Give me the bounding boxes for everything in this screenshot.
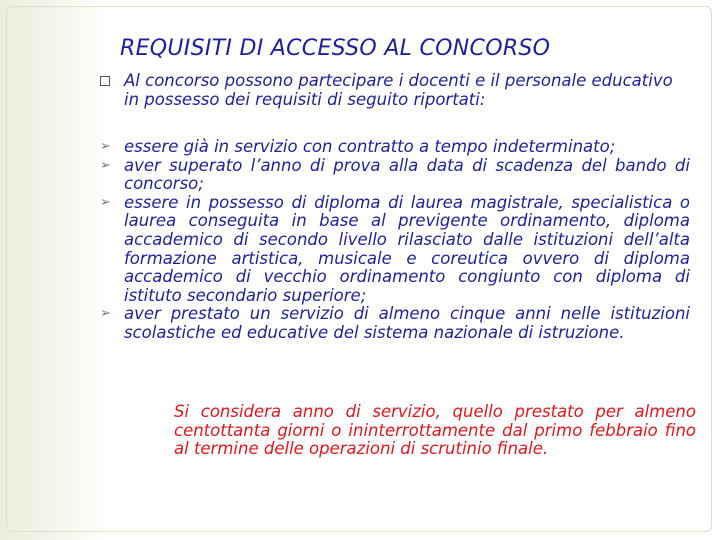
arrow-bullet-icon: ➢	[100, 157, 111, 173]
note-text: Si considera anno di servizio, quello prestato per almeno centottanta giorni o ininterrottamente dal primo febbraio fino al termine delle operazioni di scrutinio finale.	[174, 402, 696, 459]
list-item	[100, 192, 690, 306]
list-item	[100, 137, 690, 157]
requirement-text: essere in possesso di diploma di laurea magistrale, specialistica o laurea conseguita in base al previgente ordinamento, diploma accademico di secondo livello rilasciato dalle istituzioni dell’alta formazione artistica, musicale e coreutica ovvero di diploma accademico di vecchio ordinamento congiunto con diploma di istituto secondario superiore;	[124, 192, 690, 305]
intro-text: Al concorso possono partecipare i docenti e il personale educativo in possesso dei requisiti di seguito riportati:	[124, 71, 673, 109]
arrow-bullet-icon: ➢	[100, 194, 111, 210]
slide-title: REQUISITI DI ACCESSO AL CONCORSO	[120, 36, 551, 61]
list-item	[100, 304, 690, 342]
requirements-list	[100, 137, 690, 343]
requirement-text: essere già in servizio con contratto a tempo indeterminato;	[124, 137, 616, 156]
service-year-note	[124, 403, 696, 459]
arrow-bullet-icon: ➢	[100, 139, 111, 154]
requirement-text: aver superato l’anno di prova alla data di scadenza del bando di concorso;	[124, 155, 690, 194]
square-bullet-icon	[100, 76, 110, 86]
list-item	[100, 155, 690, 194]
arrow-bullet-icon: ➢	[100, 306, 111, 322]
requirement-text: aver prestato un servizio di almeno cinque anni nelle istituzioni scolastiche ed educative del sistema nazionale di istruzione.	[124, 304, 690, 342]
